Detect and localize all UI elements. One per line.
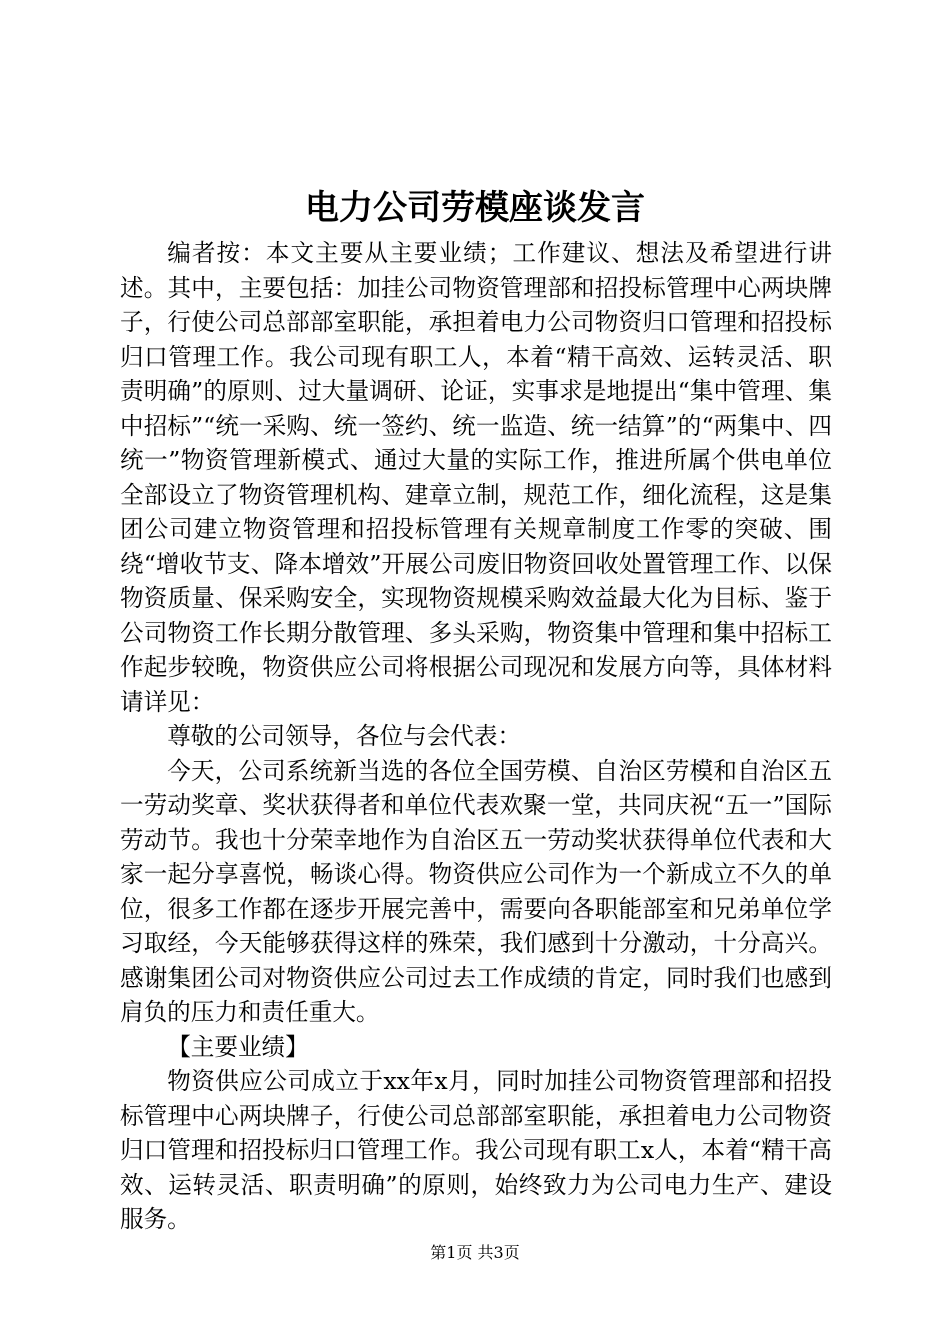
opening-paragraph: 今天，公司系统新当选的各位全国劳模、自治区劳模和自治区五一劳动奖章、奖状获得者和单位代表欢聚一堂，共同庆祝“五一”国际劳动节。我也十分荣幸地作为自治区五一劳动奖状获得单位代表和大家一起分享喜悦，畅谈心得。物资供应公司作为一个新成立不久的单位，很多工作都在逐步开展完善中，需要向各职能部室和兄弟单位学习取经，今天能够获得这样的殊荣，我们感到十分激动，十分高兴。感谢集团公司对物资供应公司过去工作成绩的肯定，同时我们也感到肩负的压力和责任重大。 <box>120 756 832 1026</box>
document-body <box>120 236 832 1237</box>
page-number-footer: 第1页 共3页 <box>430 1243 520 1262</box>
document-title: 电力公司劳模座谈发言 <box>305 188 645 228</box>
salutation-paragraph: 尊敬的公司领导，各位与会代表： <box>167 722 522 750</box>
section-heading-main-achievements: 【主要业绩】 <box>167 1032 309 1061</box>
achievements-paragraph: 物资供应公司成立于xx年x月，同时加挂公司物资管理部和招投标管理中心两块牌子，行使公司总部部室职能，承担着电力公司物资归口管理和招投标归口管理工作。我公司现有职工x人，本着“精干高效、运转灵活、职责明确”的原则，始终致力为公司电力生产、建设服务。 <box>120 1067 832 1233</box>
editor-note-paragraph: 编者按：本文主要从主要业绩；工作建议、想法及希望进行讲述。其中，主要包括：加挂公司物资管理部和招投标管理中心两块牌子，行使公司总部部室职能，承担着电力公司物资归口管理和招投标归口管理工作。我公司现有职工人，本着“精干高效、运转灵活、职责明确”的原则、过大量调研、论证，实事求是地提出“集中管理、集中招标”“统一采购、统一签约、统一监造、统一结算”的“两集中、四统一”物资管理新模式、通过大量的实际工作，推进所属个供电单位全部设立了物资管理机构、建章立制，规范工作，细化流程，这是集团公司建立物资管理和招投标管理有关规章制度工作零的突破、围绕“增收节支、降本增效”开展公司废旧物资回收处置管理工作、以保物资质量、保采购安全，实现物资规模采购效益最大化为目标、鉴于公司物资工作长期分散管理、多头采购，物资集中管理和集中招标工作起步较晚，物资供应公司将根据公司现况和发展方向等，具体材料请详见： <box>120 239 832 716</box>
